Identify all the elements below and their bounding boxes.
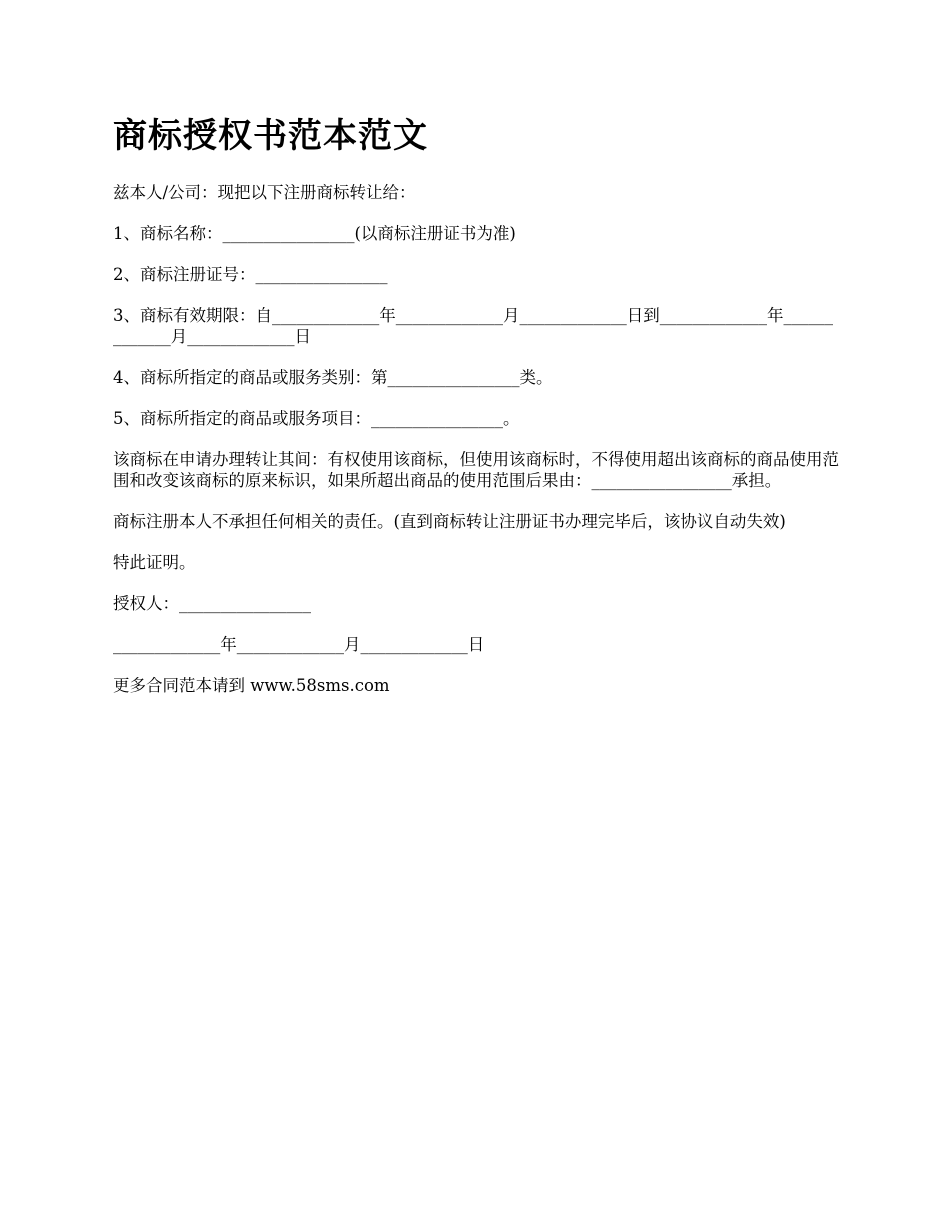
item-goods-items: 5、商标所指定的商品或服务项目：________________。 [113, 409, 520, 428]
item-goods-class: 4、商标所指定的商品或服务类别：第________________类。 [113, 368, 553, 387]
date-line: _____________年_____________月_____________日 [113, 635, 485, 654]
intro-paragraph: 兹本人/公司：现把以下注册商标转让给： [113, 183, 416, 202]
document-title: 商标授权书范本范文 [113, 116, 428, 156]
item-validity-period: 3、商标有效期限：自_____________年_____________月_____________日到_____________年_____________月_____________日 [113, 306, 833, 346]
footer-more-contracts: 更多合同范本请到 www.58sms.com [113, 676, 390, 695]
item-registration-number: 2、商标注册证号：________________ [113, 265, 388, 284]
usage-terms-paragraph: 该商标在申请办理转让其间：有权使用该商标，但使用该商标时，不得使用超出该商标的商品使用范围和改变该商标的原来标识，如果所超出商品的使用范围后果由：_________________承担。 [113, 450, 839, 490]
item-trademark-name: 1、商标名称：________________(以商标注册证书为准) [113, 224, 516, 243]
liability-paragraph: 商标注册本人不承担任何相关的责任。(直到商标转让注册证书办理完毕后，该协议自动失效) [113, 512, 786, 531]
authorizer-line: 授权人：________________ [113, 594, 311, 613]
certification-statement: 特此证明。 [113, 553, 196, 572]
document-page [113, 112, 841, 716]
